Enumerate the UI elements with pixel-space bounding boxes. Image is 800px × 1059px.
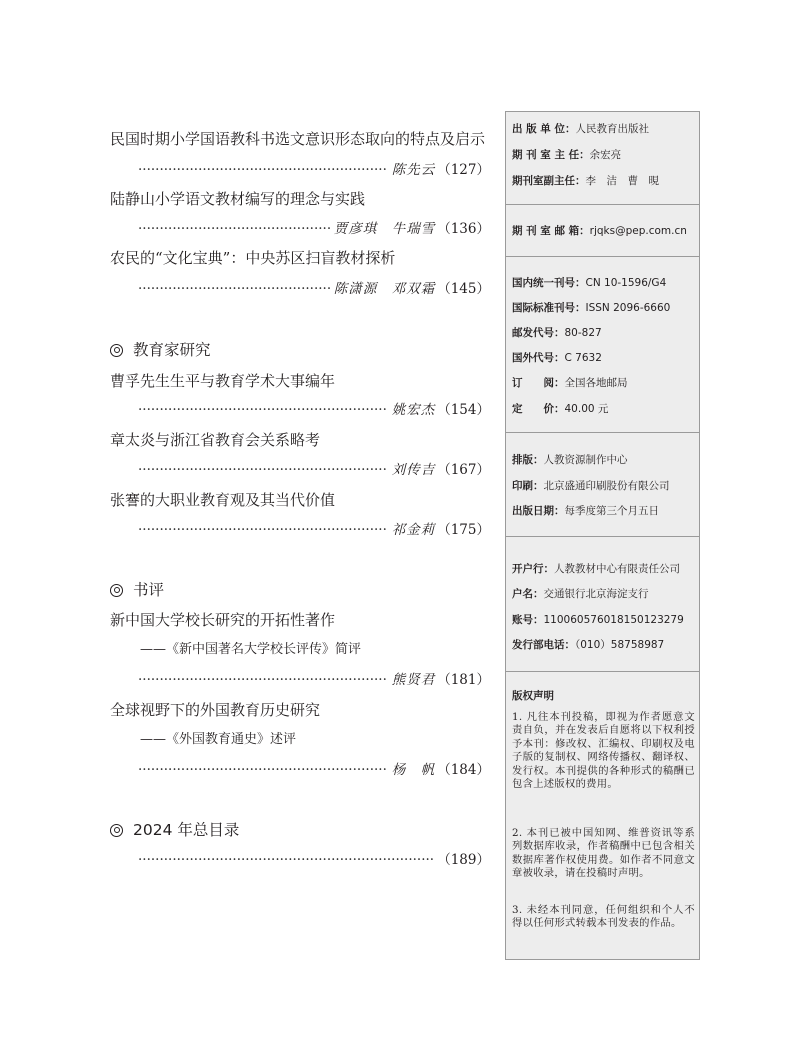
label: 发行部电话： (512, 639, 575, 651)
article-title[interactable]: 章太炎与浙江省教育会关系略考 (110, 431, 321, 449)
double-circle-icon (110, 584, 123, 597)
dot-leader (138, 460, 388, 480)
subscription-row (512, 376, 695, 390)
article-title[interactable]: 陆静山小学语文教材编写的理念与实践 (110, 190, 366, 208)
section-heading-annual-index (110, 820, 239, 840)
value: 人教资源制作中心 (543, 454, 628, 466)
page-number: （175） (437, 522, 490, 538)
email-row (512, 224, 695, 238)
value: CN 10-1596/G4 (585, 277, 667, 289)
article-author: 杨 帆 (391, 762, 436, 778)
copyright-clause-2: 2. 本刊已被中国知网、维普资讯等系列数据库收录，作者稿酬中已包含相关数据库著作权使用费。如作者不同意文章被收录，请在投稿时声明。 (512, 827, 695, 880)
article-subtitle: ——《新中国著名大学校长评传》简评 (140, 642, 362, 657)
divider (506, 671, 699, 672)
article-author: 熊贤君 (391, 672, 436, 688)
issn-row (512, 301, 695, 315)
value: 全国各地邮局 (564, 377, 628, 389)
value: 人民教育出版社 (575, 123, 649, 135)
value: 每季度第三个月五日 (564, 505, 659, 517)
article-title[interactable]: 民国时期小学国语教科书选文意识形态取向的特点及启示 (110, 130, 486, 148)
label: 排版： (512, 454, 544, 466)
toc-leader-line (138, 400, 490, 420)
page-number: （154） (437, 402, 490, 418)
toc-leader-line (138, 850, 490, 870)
page-number: （184） (437, 762, 490, 778)
label: 定 价： (512, 403, 565, 415)
label: 期 刊 室 邮 箱： (512, 225, 590, 237)
toc-leader-line (138, 760, 490, 780)
copyright-clause-3: 3. 未经本刊同意，任何组织和个人不得以任何形式转载本刊发表的作品。 (512, 904, 695, 930)
article-title[interactable]: 曹孚先生生平与教育学术大事编年 (110, 372, 336, 390)
section-heading-educators (110, 340, 211, 360)
dot-leader (138, 850, 435, 870)
article-author: 姚宏杰 (391, 402, 436, 418)
value: 110060576018150123279 (543, 614, 684, 626)
masthead-sidebar (505, 111, 700, 960)
dot-leader (138, 520, 388, 540)
value: 李 洁 曹 晛 (585, 175, 659, 187)
label: 印刷： (512, 480, 544, 492)
article-title[interactable]: 张謇的大职业教育观及其当代价值 (110, 491, 336, 509)
article-title[interactable]: 农民的“文化宝典”：中央苏区扫盲教材探析 (110, 249, 396, 267)
section-title[interactable]: 2024 年总目录 (133, 821, 240, 839)
toc-leader-line (138, 219, 490, 239)
phone-row (512, 638, 695, 652)
label: 开户行： (512, 563, 554, 575)
label: 账号： (512, 614, 544, 626)
divider (506, 256, 699, 257)
layout-row (512, 453, 695, 467)
page-number: （167） (437, 462, 490, 478)
article-author: 陈潇源 邓双霜 (333, 281, 436, 297)
copyright-title: 版权声明 (512, 690, 554, 702)
price-row (512, 402, 695, 416)
label: 户名： (512, 588, 544, 600)
page-number: （127） (437, 162, 490, 178)
page-number: （189） (437, 852, 490, 868)
publisher-row (512, 122, 695, 136)
value: 北京盛通印刷股份有限公司 (543, 480, 670, 492)
value: （010）58758987 (575, 639, 665, 651)
section-heading-reviews (110, 580, 164, 600)
toc-leader-line (138, 160, 490, 180)
label: 国际标准刊号： (512, 302, 586, 314)
label: 订 阅： (512, 377, 565, 389)
bank-row (512, 562, 695, 576)
copyright-clause-1: 1. 凡往本刊投稿，即视为作者愿意文责自负，并在发表后自愿将以下权利授予本刊：修改权、汇编权、印刷权及电子版的复制权、网络传播权、翻译权、发行权。本刊提供的各种形式的稿酬已包含上述版权的费用。 (512, 711, 695, 791)
postal-code-row (512, 326, 695, 340)
label: 邮发代号： (512, 327, 565, 339)
value: 80-827 (564, 327, 602, 339)
printer-row (512, 479, 695, 493)
value: 40.00 元 (564, 403, 609, 415)
director-row (512, 148, 695, 162)
dot-leader (138, 160, 388, 180)
page-number: （181） (437, 672, 490, 688)
article-subtitle: ——《外国教育通史》述评 (140, 732, 297, 747)
label: 期 刊 室 主 任： (512, 149, 590, 161)
value: 人教教材中心有限责任公司 (554, 563, 680, 575)
dot-leader (138, 760, 388, 780)
label: 国外代号： (512, 352, 565, 364)
label: 出 版 单 位： (512, 123, 576, 135)
account-number-row (512, 613, 695, 627)
article-author: 陈先云 (391, 162, 436, 178)
double-circle-icon (110, 824, 123, 837)
value[interactable]: rjqks@pep.com.cn (589, 225, 687, 237)
value: ISSN 2096-6660 (585, 302, 671, 314)
toc-leader-line (138, 460, 490, 480)
divider (506, 432, 699, 433)
foreign-code-row (512, 351, 695, 365)
double-circle-icon (110, 344, 123, 357)
article-author: 祁金莉 (391, 522, 436, 538)
page-number: （136） (437, 221, 490, 237)
publish-date-row (512, 504, 695, 518)
article-title[interactable]: 新中国大学校长研究的开拓性著作 (110, 611, 336, 629)
page-number: （145） (437, 281, 490, 297)
article-author: 刘传吉 (391, 462, 436, 478)
label: 国内统一刊号： (512, 277, 586, 289)
account-name-row (512, 587, 695, 601)
value: C 7632 (564, 352, 602, 364)
divider (506, 204, 699, 205)
section-title: 教育家研究 (133, 341, 211, 359)
article-author: 贾彦琪 牛瑞雪 (333, 221, 436, 237)
value: 交通银行北京海淀支行 (543, 588, 649, 600)
dot-leader (138, 219, 330, 239)
section-title: 书评 (133, 581, 165, 599)
toc-leader-line (138, 670, 490, 690)
article-title[interactable]: 全球视野下的外国教育历史研究 (110, 701, 321, 719)
deputy-row (512, 174, 695, 188)
label: 期刊室副主任： (512, 175, 586, 187)
toc-leader-line (138, 520, 490, 540)
dot-leader (138, 279, 330, 299)
divider (506, 536, 699, 537)
dot-leader (138, 400, 388, 420)
dot-leader (138, 670, 388, 690)
label: 出版日期： (512, 505, 565, 517)
value: 余宏亮 (589, 149, 622, 161)
toc-leader-line (138, 279, 490, 299)
cn-row (512, 276, 695, 290)
